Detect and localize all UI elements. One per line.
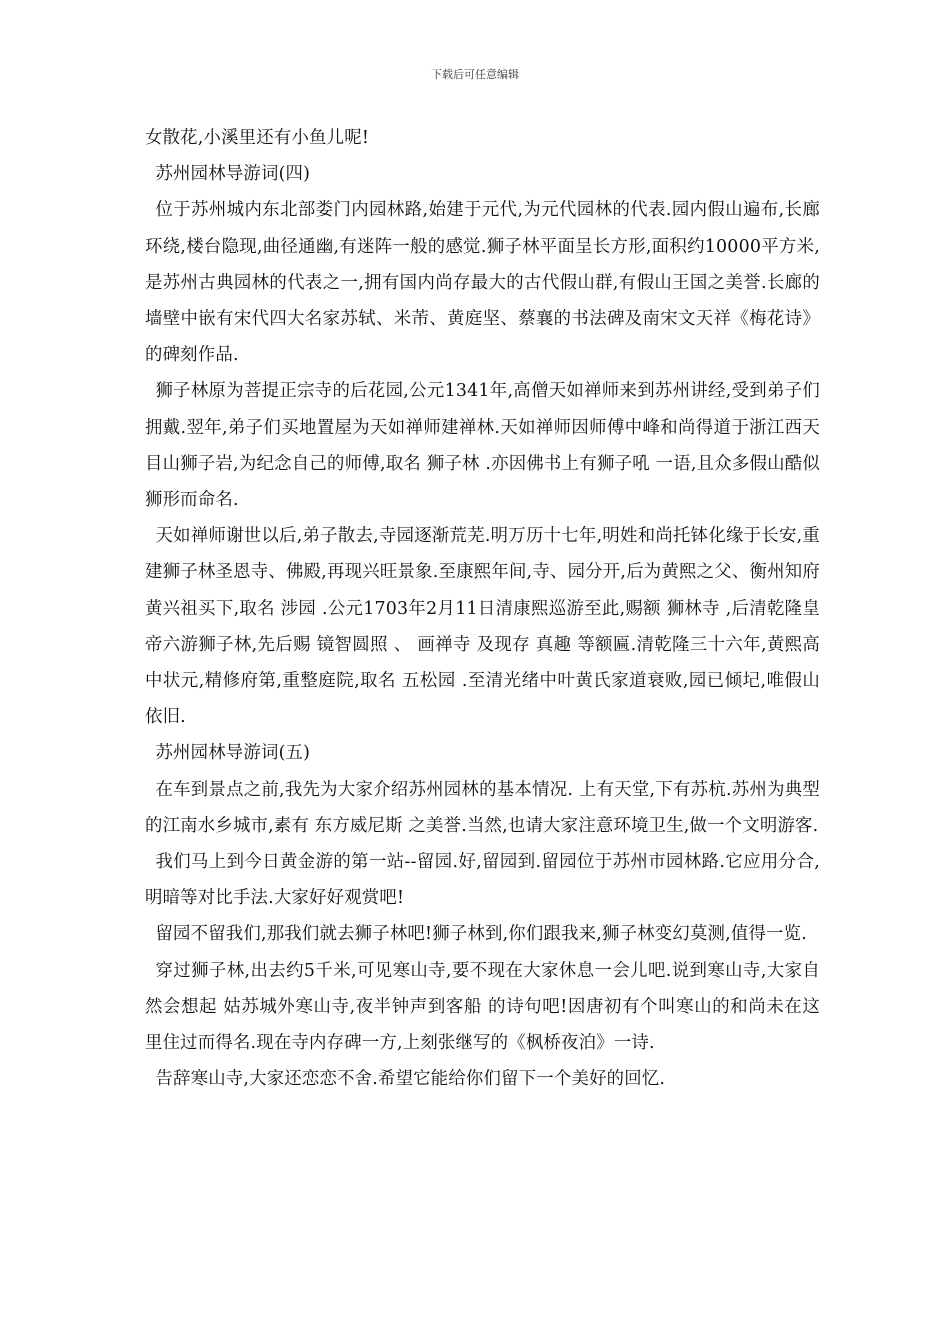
paragraph: 告辞寒山寺,大家还恋恋不舍.希望它能给你们留下一个美好的回忆. [155, 1069, 666, 1090]
page-header: 下载后可任意编辑 [431, 68, 519, 81]
document-body [145, 120, 820, 1097]
paragraph: 位于苏州城内东北部娄门内园林路,始建于元代,为元代园林的代表.园内假山遍布,长廊环绕,楼台隐现,曲径通幽,有迷阵一般的感觉.狮子林平面呈长方形,面积约10000平方米,是苏州古典园林的代表之一,拥有国内尚存最大的古代假山群,有假山王国之美誉.长廊的墙壁中嵌有宋代四大名家苏轼、米芾、黄庭坚、蔡襄的书法碑及南宋文天祥《梅花诗》的碑刻作品. [145, 200, 820, 366]
paragraph: 狮子林原为菩提正宗寺的后花园,公元1341年,高僧天如禅师来到苏州讲经,受到弟子们拥戴.翌年,弟子们买地置屋为天如禅师建禅林.天如禅师因师傅中峰和尚得道于浙江西天目山狮子岩,为纪念自己的师傅,取名 狮子林 .亦因佛书上有狮子吼 一语,且众多假山酷似狮形而命名. [145, 381, 820, 511]
paragraph: 留园不留我们,那我们就去狮子林吧!狮子林到,你们跟我来,狮子林变幻莫测,值得一览. [155, 924, 807, 945]
paragraph: 天如禅师谢世以后,弟子散去,寺园逐渐荒芜.明万历十七年,明姓和尚托钵化缘于长安,重建狮子林圣恩寺、佛殿,再现兴旺景象.至康熙年间,寺、园分开,后为黄熙之父、衡州知府黄兴祖买下,取名 涉园 .公元1703年2月11日清康熙巡游至此,赐额 狮林寺 ,后清乾隆皇帝六游狮子林,先后赐 镜智圆照 、 画禅寺 及现存 真趣 等额匾.清乾隆三十六年,黄熙高中状元,精修府第,重整庭院,取名 五松园 .至清光绪中叶黄氏家道衰败,园已倾圮,唯假山依旧. [145, 526, 820, 728]
section-heading: 苏州园林导游词(四) [155, 164, 311, 185]
paragraph: 在车到景点之前,我先为大家介绍苏州园林的基本情况. 上有天堂,下有苏杭.苏州为典型的江南水乡城市,素有 东方威尼斯 之美誉.当然,也请大家注意环境卫生,做一个文明游客. [145, 779, 820, 836]
paragraph: 穿过狮子林,出去约5千米,可见寒山寺,要不现在大家休息一会儿吧.说到寒山寺,大家自然会想起 姑苏城外寒山寺,夜半钟声到客船 的诗句吧!因唐初有个叫寒山的和尚未在这里住过而得名.现在寺内存碑一方,上刻张继写的《枫桥夜泊》一诗. [145, 960, 820, 1054]
section-heading: 苏州园林导游词(五) [155, 743, 311, 764]
paragraph: 我们马上到今日黄金游的第一站--留园.好,留园到.留园位于苏州市园林路.它应用分合,明暗等对比手法.大家好好观赏吧! [145, 852, 820, 909]
paragraph: 女散花,小溪里还有小鱼儿呢! [145, 128, 370, 148]
